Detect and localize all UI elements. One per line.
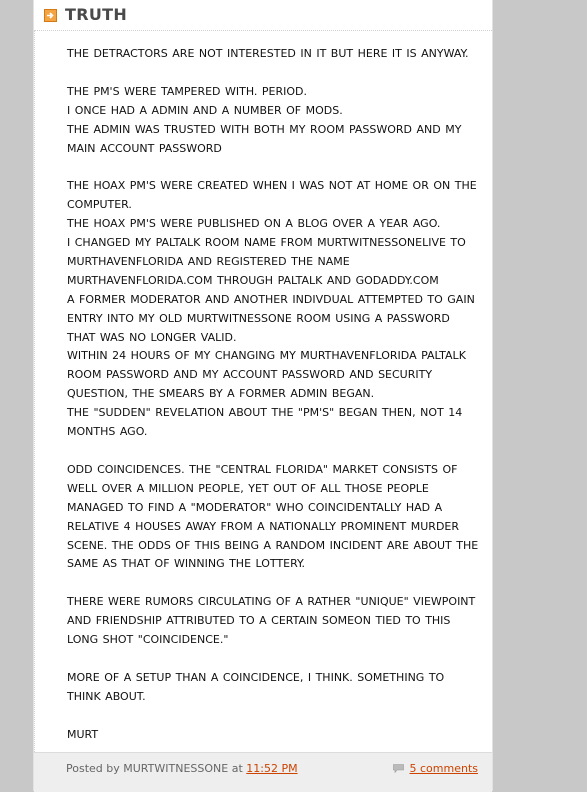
post-text-line: ODD COINCIDENCES. THE "CENTRAL FLORIDA" MARKET CONSISTS OF WELL OVER A MILLION PEOPLE, YET OUT OF ALL THOSE PEOPLE MANAGED TO FIND A "MODERATOR" WHO COINCIDENTALLY HAD A RELATIVE 4 HOUSES AWAY FROM A NATIONALLY PROMINENT MURDER SCENE. THE ODDS OF THIS BEING A RANDOM INCIDENT ARE ABOUT THE SAME AS THAT OF WINNING THE LOTTERY. — [67, 462, 479, 571]
post-text-line: MURT — [67, 727, 99, 741]
blog-post — [33, 0, 493, 791]
at-label: at — [231, 762, 243, 775]
post-text-line: THE HOAX PM'S WERE PUBLISHED ON A BLOG OVER A YEAR AGO. — [67, 217, 441, 231]
post-text-line: I ONCE HAD A ADMIN AND A NUMBER OF MODS. — [67, 103, 343, 117]
post-text — [67, 45, 482, 744]
paragraph-gap — [67, 64, 482, 83]
comments-link[interactable]: 5 comments — [409, 762, 478, 775]
post-text-line: THE "SUDDEN" REVELATION ABOUT THE "PM'S" BEGAN THEN, NOT 14 MONTHS AGO. — [67, 406, 463, 439]
posted-by-label: Posted by — [66, 762, 120, 775]
post-footer — [34, 752, 492, 792]
paragraph-gap — [67, 574, 482, 593]
post-text-line: WITHIN 24 HOURS OF MY CHANGING MY MURTHAVENFLORIDA PALTALK ROOM PASSWORD AND MY ACCOUNT PASSWORD AND SECURITY QUESTION, THE SMEARS BY A FORMER ADMIN BEGAN. — [67, 349, 466, 401]
arrow-bullet-icon — [44, 9, 57, 22]
paragraph-gap — [67, 650, 482, 669]
comments — [410, 762, 479, 775]
post-text-line: THE PM'S WERE TAMPERED WITH. PERIOD. — [67, 84, 308, 98]
comment-bubble-icon — [393, 764, 404, 773]
paragraph-gap — [67, 442, 482, 461]
post-text-line: THE HOAX PM'S WERE CREATED WHEN I WAS NOT AT HOME OR ON THE COMPUTER. — [67, 179, 477, 212]
post-text-line: MORE OF A SETUP THAN A COINCIDENCE, I THINK. SOMETHING TO THINK ABOUT. — [67, 670, 445, 703]
post-byline — [66, 762, 298, 775]
post-title[interactable]: TRUTH — [65, 5, 128, 24]
post-text-line: I CHANGED MY PALTALK ROOM NAME FROM MURTWITNESSONELIVE TO MURTHAVENFLORIDA AND REGISTERED THE NAME MURTHAVENFLORIDA.COM THROUGH PALTALK AND GODADDY.COM — [67, 236, 466, 287]
paragraph-gap — [67, 158, 482, 177]
post-body — [34, 30, 492, 752]
post-author: MURTWITNESSONE — [123, 762, 229, 775]
post-timestamp-link[interactable]: 11:52 PM — [246, 762, 298, 775]
post-header — [34, 0, 492, 31]
paragraph-gap — [67, 707, 482, 726]
post-text-line: THE DETRACTORS ARE NOT INTERESTED IN IT BUT HERE IT IS ANYWAY. — [67, 47, 469, 60]
post-text-line: A FORMER MODERATOR AND ANOTHER INDIVDUAL ATTEMPTED TO GAIN ENTRY INTO MY OLD MURTWITNESSONE ROOM USING A PASSWORD THAT WAS NO LONGER VALID. — [67, 292, 475, 344]
post-text-line: THE ADMIN WAS TRUSTED WITH BOTH MY ROOM PASSWORD AND MY MAIN ACCOUNT PASSWORD — [67, 122, 462, 155]
post-text-line: THERE WERE RUMORS CIRCULATING OF A RATHER "UNIQUE" VIEWPOINT AND FRIENDSHIP ATTRIBUTED TO A CERTAIN SOMEON TIED TO THIS LONG SHOT "COINCIDENCE." — [67, 595, 476, 647]
